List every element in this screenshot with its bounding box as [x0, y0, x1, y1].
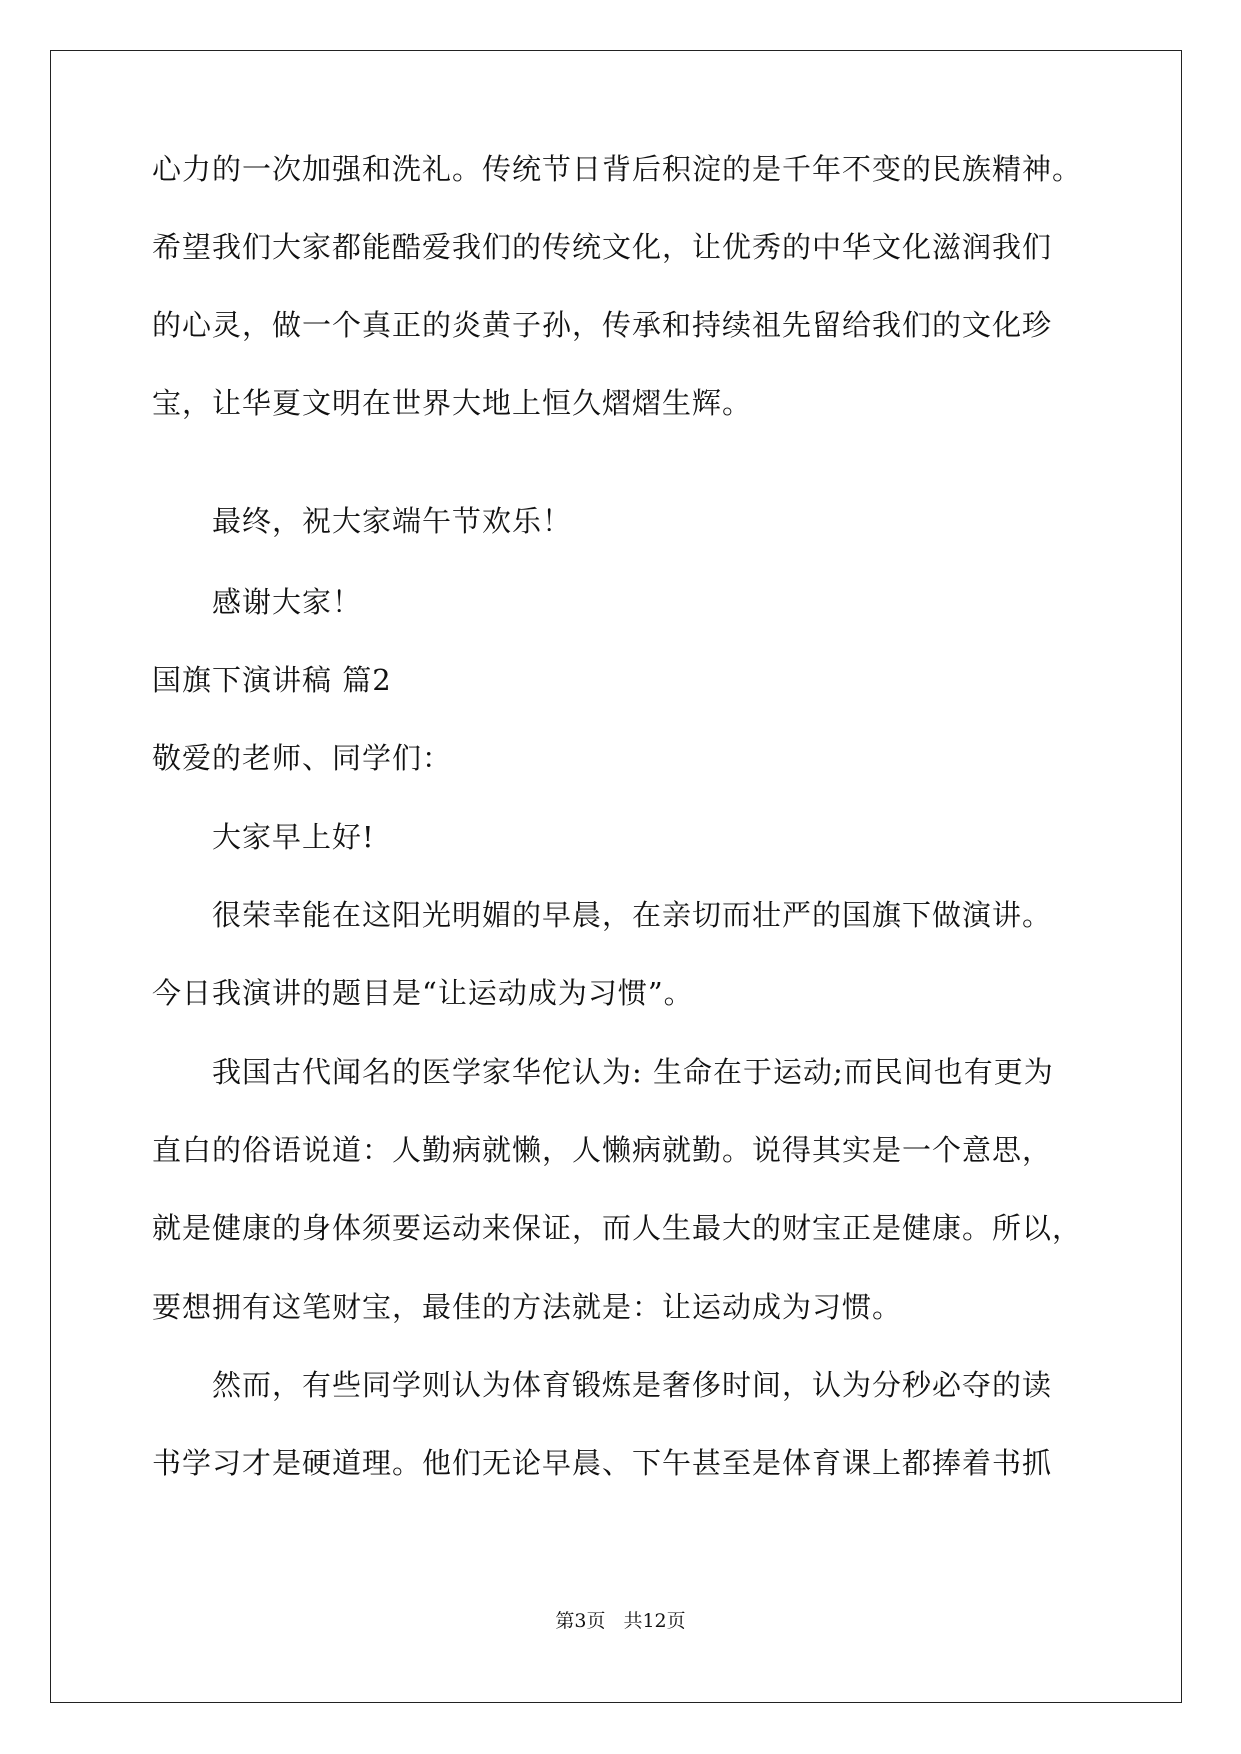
body-text-line: 的心灵，做一个真正的炎黄子孙，传承和持续祖先留给我们的文化珍 [152, 308, 1053, 342]
page-total: 共12页 [623, 1610, 686, 1632]
page-footer [0, 1609, 1241, 1633]
body-text-line: 今日我演讲的题目是“让运动成为习惯”。 [152, 976, 694, 1010]
greeting: 大家早上好! [212, 820, 375, 854]
page-number: 第3页 [555, 1610, 606, 1632]
body-text-line: 书学习才是硬道理。他们无论早晨、下午甚至是体育课上都捧着书抓 [152, 1446, 1053, 1480]
body-text-line: 宝，让华夏文明在世界大地上恒久熠熠生辉。 [152, 386, 753, 420]
body-text-line: 就是健康的身体须要运动来保证，而人生最大的财宝正是健康。所以， [152, 1211, 1083, 1245]
body-text-line: 希望我们大家都能酷爱我们的传统文化，让优秀的中华文化滋润我们 [152, 230, 1053, 264]
body-text-line: 心力的一次加强和洗礼。传统节日背后积淀的是千年不变的民族精神。 [152, 152, 1083, 186]
salutation: 敬爱的老师、同学们： [152, 741, 453, 775]
body-text-line: 然而，有些同学则认为体育锻炼是奢侈时间，认为分秒必夺的读 [212, 1368, 1053, 1402]
section-heading: 国旗下演讲稿 篇2 [152, 663, 392, 697]
body-text-line: 我国古代闻名的医学家华佗认为: 生命在于运动;而民间也有更为 [212, 1055, 1054, 1089]
body-text-line: 要想拥有这笔财宝，最佳的方法就是：让运动成为习惯。 [152, 1290, 903, 1324]
body-text-line: 很荣幸能在这阳光明媚的早晨，在亲切而壮严的国旗下做演讲。 [212, 898, 1053, 932]
thanks-line: 感谢大家！ [212, 585, 363, 619]
body-text-line: 直白的俗语说道：人勤病就懒，人懒病就勤。说得其实是一个意思， [152, 1133, 1053, 1167]
closing-line: 最终，祝大家端午节欢乐！ [212, 504, 573, 538]
